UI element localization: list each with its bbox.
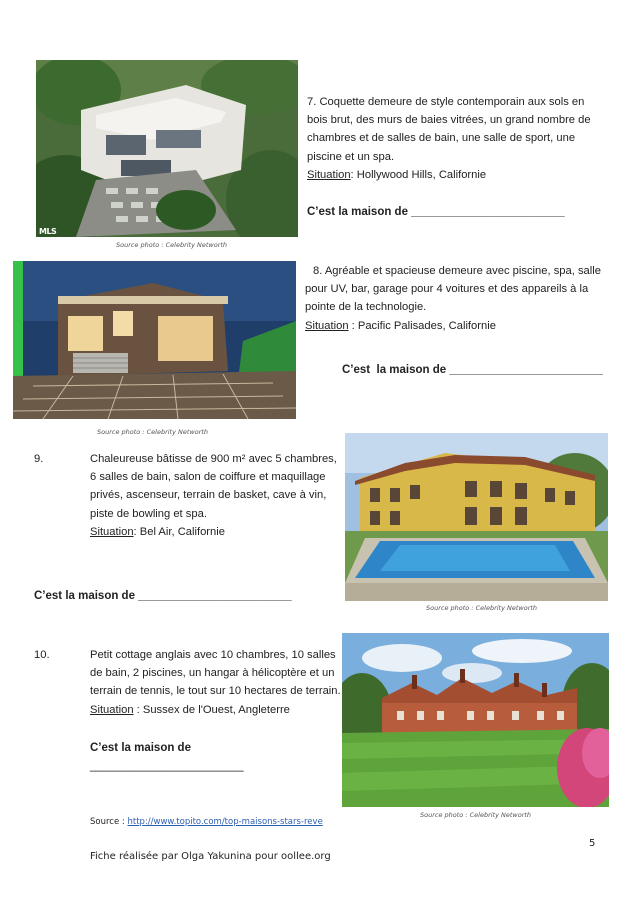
photo-item-7: [36, 60, 298, 237]
photo-caption-8: Source photo : Celebrity Networth: [97, 428, 209, 436]
situation-label: Situation: [90, 525, 134, 538]
answer-line-7: C’est la maison de ________________________: [307, 206, 565, 218]
item-9-description: [90, 450, 342, 541]
situation-separator: :: [133, 703, 143, 716]
photo-item-8: [13, 261, 296, 419]
source-line: [90, 817, 323, 827]
situation-value: Pacific Palisades, Californie: [357, 319, 496, 332]
photo-watermark: MLS: [39, 227, 57, 236]
situation-value: Hollywood Hills, Californie: [356, 168, 487, 181]
photo-item-10: [342, 633, 609, 807]
photo-caption-9: Source photo : Celebrity Networth: [426, 604, 538, 612]
situation-value: Sussex de l'Ouest, Angleterre: [142, 703, 290, 716]
photo-caption-10: Source photo : Celebrity Networth: [420, 811, 532, 819]
item-text: Coquette demeure de style contemporain aux sols en bois brut, des murs de baies vitrées, un grand nombre de chambres et de salles de bain, une salle de sport, une piscine et un spa.: [307, 96, 591, 163]
item-number: 7.: [307, 96, 317, 108]
answer-line-9: C’est la maison de ________________________: [34, 590, 292, 602]
source-label: Source :: [90, 817, 128, 827]
item-10-description: [90, 646, 345, 719]
photo-item-9: [345, 433, 608, 601]
footer-credit: Fiche réalisée par Olga Yakunina pour oollee.org: [90, 851, 331, 862]
photo-caption-7: Source photo : Celebrity Networth: [116, 241, 228, 249]
situation-separator: :: [133, 525, 140, 538]
situation-separator: :: [350, 168, 357, 181]
situation-separator: :: [348, 319, 358, 332]
answer-blank-10: ________________________: [90, 760, 244, 772]
item-text: Agréable et spacieuse demeure avec piscine, spa, salle pour UV, bar, garage pour 4 voitures et des appareils à la pointe de la technologie.: [305, 265, 601, 314]
situation-label: Situation: [305, 319, 349, 332]
page-number: 5: [589, 838, 596, 849]
item-7-description: [307, 93, 597, 184]
situation-label: Situation: [307, 168, 351, 181]
item-10-number: 10.: [34, 649, 50, 661]
source-link[interactable]: http://www.topito.com/top-maisons-stars-reve: [127, 817, 323, 827]
item-text: Chaleureuse bâtisse de 900 m² avec 5 chambres, 6 salles de bain, salon de coiffure et maquillage privés, ascenseur, terrain de basket, cave à vin, piste de bowling et spa.: [90, 453, 337, 520]
situation-value: Bel Air, Californie: [139, 525, 225, 538]
item-number: 8.: [313, 265, 323, 277]
item-8-description: [305, 262, 601, 335]
situation-label: Situation: [90, 703, 134, 716]
item-text: Petit cottage anglais avec 10 chambres, 10 salles de bain, 2 piscines, un hangar à hélicoptère et un terrain de tennis, le tout sur 10 hectares de terrain.: [90, 649, 341, 698]
answer-line-10: C’est la maison de: [90, 742, 191, 754]
item-9-number: 9.: [34, 453, 44, 465]
answer-line-8: C’est la maison de ________________________: [342, 364, 603, 376]
